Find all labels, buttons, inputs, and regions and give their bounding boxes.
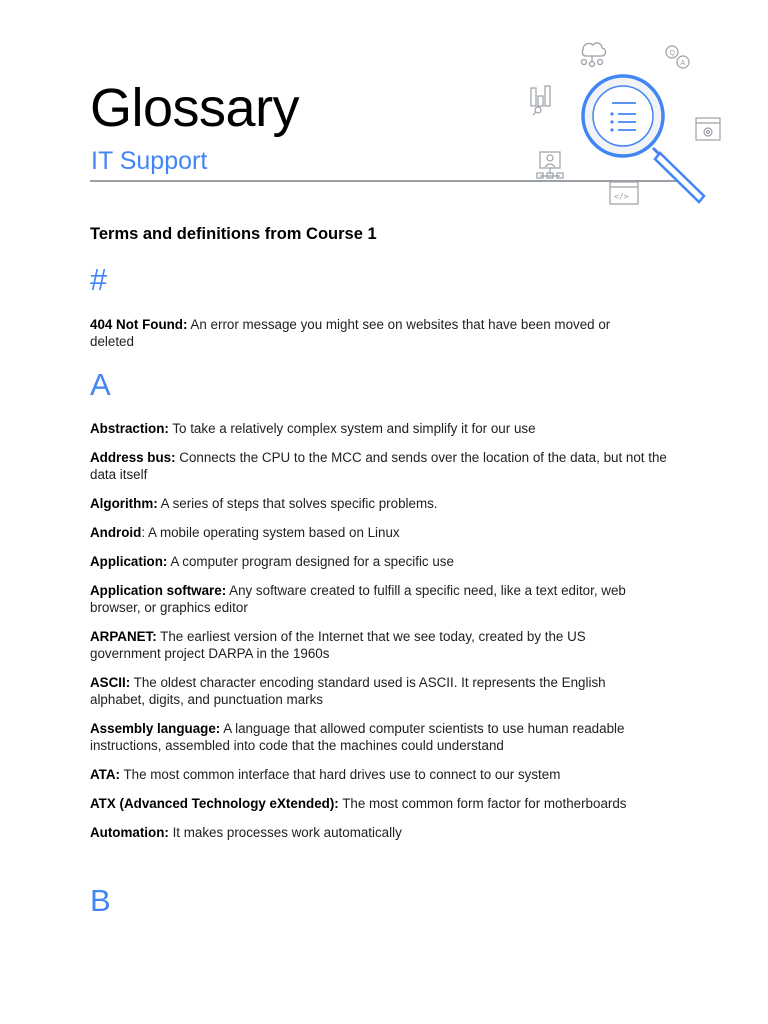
group-letter: # <box>90 262 108 297</box>
svg-text:</>: </> <box>614 192 629 201</box>
glossary-entry <box>90 795 680 812</box>
group-letter: B <box>90 883 111 918</box>
svg-text:Q: Q <box>669 50 675 57</box>
glossary-entry <box>90 766 680 783</box>
glossary-entry <box>90 449 680 483</box>
entry-definition: The earliest version of the Internet that we see today, created by the US government project DARPA in the 1960s <box>90 629 586 661</box>
entry-term: Algorithm: <box>90 496 158 511</box>
entry-term: ASCII: <box>90 675 131 690</box>
glossary-entry <box>90 824 680 841</box>
glossary-entry <box>90 553 680 570</box>
person-network-icon <box>537 152 563 178</box>
entry-term: Address bus: <box>90 450 176 465</box>
page-title: Glossary <box>90 78 300 138</box>
page-subtitle: IT Support <box>91 147 208 175</box>
glossary-entry <box>90 495 680 512</box>
section-heading: Terms and definitions from Course 1 <box>90 225 377 243</box>
code-window-icon <box>610 182 638 204</box>
entry-term: Assembly language: <box>90 721 221 736</box>
glossary-entry <box>90 628 620 662</box>
entry-term: Android <box>90 525 142 540</box>
entry-definition: A computer program designed for a specific use <box>167 554 454 569</box>
entry-definition: The most common interface that hard drives use to connect to our system <box>120 767 561 782</box>
entry-definition: A series of steps that solves specific problems. <box>157 496 438 511</box>
glossary-group-a <box>90 367 680 841</box>
glossary-entry <box>90 524 680 541</box>
entry-definition: The oldest character encoding standard used is ASCII. It represents the English alphabet, digits, and punctuation marks <box>90 675 606 707</box>
entry-term: Application software: <box>90 583 227 598</box>
entry-term: ATA: <box>90 767 120 782</box>
entry-term: Automation: <box>90 825 169 840</box>
svg-text:A: A <box>680 60 686 67</box>
magnifier-list-icon <box>583 76 704 202</box>
glossary-entry <box>90 316 650 350</box>
glossary-group-hash <box>90 262 680 350</box>
entry-term: ATX (Advanced Technology eXtended): <box>90 796 339 811</box>
entry-definition: A language that allowed computer scientists to use human readable instructions, assembled into code that the machines could understand <box>90 721 625 753</box>
entry-definition: Any software created to fulfill a specific need, like a text editor, web browser, or graphics editor <box>90 583 626 615</box>
glossary-illustration <box>520 26 730 210</box>
entry-definition: An error message you might see on websites that have been moved or deleted <box>90 317 611 349</box>
glossary-entry <box>90 582 680 616</box>
entry-term: 404 Not Found: <box>90 317 188 332</box>
entry-term: Abstraction: <box>90 421 169 436</box>
glossary-content <box>90 222 680 919</box>
entry-definition: To take a relatively complex system and simplify it for our use <box>168 421 536 436</box>
entry-definition: : A mobile operating system based on Linux <box>141 525 400 540</box>
qa-chat-icon <box>666 46 689 68</box>
glossary-entry <box>90 674 640 708</box>
entry-definition: The most common form factor for motherboards <box>338 796 627 811</box>
entry-term: ARPANET: <box>90 629 157 644</box>
settings-window-icon <box>696 118 720 140</box>
entry-definition: It makes processes work automatically <box>168 825 402 840</box>
cloud-network-icon <box>582 43 606 66</box>
glossary-entry <box>90 420 680 437</box>
glossary-group-b <box>90 883 680 919</box>
entry-definition: Connects the CPU to the MCC and sends over the location of the data, but not the data itself <box>90 450 667 482</box>
group-letter: A <box>90 367 111 402</box>
entry-term: Application: <box>90 554 168 569</box>
chart-icon <box>531 86 550 115</box>
glossary-entry <box>90 720 660 754</box>
